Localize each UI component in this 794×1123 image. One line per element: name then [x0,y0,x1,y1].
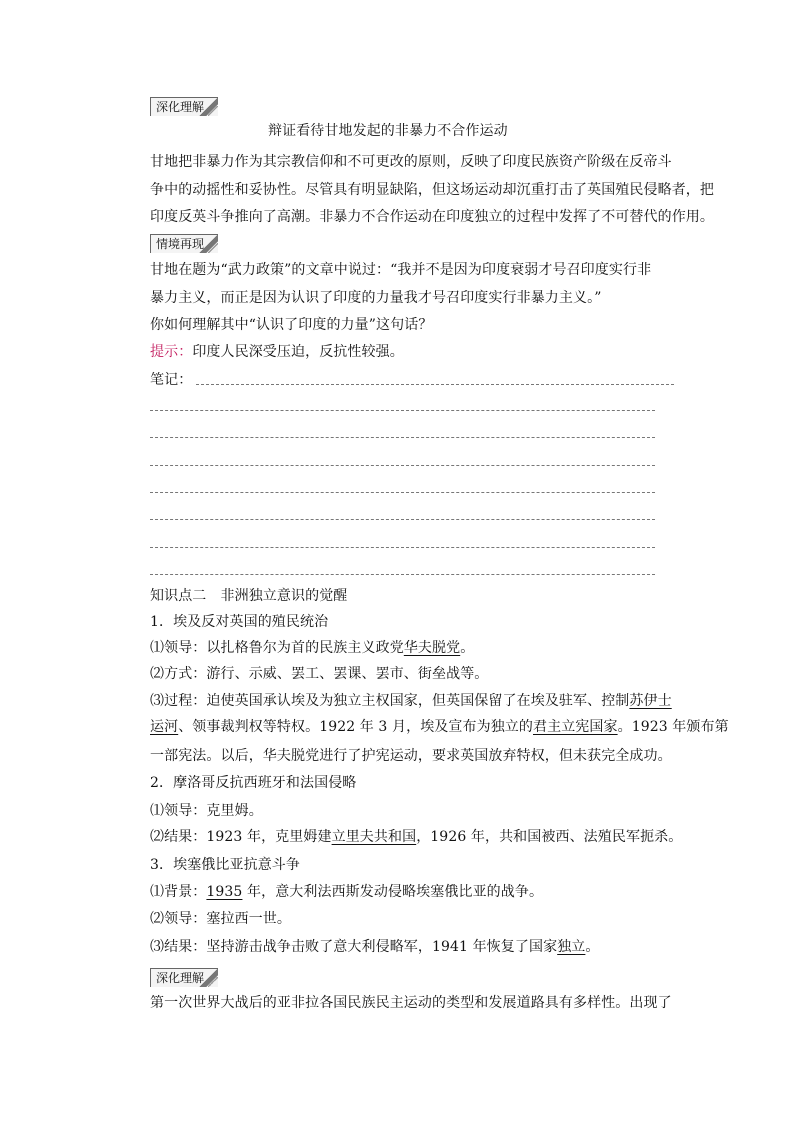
list-item [150,882,680,902]
text: ⑶过程：迫使英国承认埃及为独立主权国家，但英国保留了在埃及驻军、控制 [150,693,630,709]
notes-line[interactable] [150,547,655,548]
notes-line[interactable] [150,437,655,438]
notes-line[interactable] [150,410,655,411]
list-item: ⑴领导：克里姆。 [150,803,263,819]
hint-text: 印度人民深受压迫，反抗性较强。 [192,344,404,360]
paragraph-line: 甘地把非暴力作为其宗教信仰和不可更改的原则，反映了印度民族资产阶级在反帝斗 [150,154,672,170]
list-item-continued: 一部宪法。以后，华夫脱党进行了护宪运动，要求英国放弃特权，但未获完全成功。 [150,748,672,764]
hint-line [150,342,680,362]
text: 。 [460,640,475,656]
text: 、领事裁判权等特权。1922 年 3 月，埃及宣布为独立的 [178,719,533,735]
text: 。 [585,939,600,955]
paragraph-line: 甘地在题为“武力政策”的文章中说过：“我并不是因为印度衰弱才号召印度实行非 [150,262,652,278]
question-text: 你如何理解其中“认识了印度的力量”这句话？ [150,317,433,333]
notes-line[interactable] [150,465,655,466]
notes-line[interactable] [150,492,655,493]
section-tag-deepen: 深化理解 [150,97,218,116]
notes-line[interactable] [150,574,655,575]
underlined-answer: 1935 [206,884,243,900]
underlined-answer: 君主立宪国家 [533,719,618,735]
notes-line[interactable] [196,384,674,385]
underlined-answer: 立里夫共和国 [331,829,417,845]
section-title: 辩证看待甘地发起的非暴力不合作运动 [268,123,508,139]
section-tag-deepen: 深化理解 [150,968,218,987]
notes-line[interactable] [150,519,655,520]
list-item [150,827,683,847]
text: ⑴领导：以扎格鲁尔为首的民族主义政党 [150,640,404,656]
underlined-answer: 运河 [150,719,179,735]
list-item: ⑵领导：塞拉西一世。 [150,911,291,927]
list-item [150,691,680,711]
text: 。1923 年颁布第 [617,719,729,735]
hint-label: 提示： [150,344,193,360]
list-item-continued [150,717,729,737]
paragraph-line: 争中的动摇性和妥协性。尽管具有明显缺陷，但这场运动却沉重打击了英国殖民侵略者，把 [150,182,714,198]
subsection-heading: 1．埃及反对英国的殖民统治 [150,614,329,630]
subsection-heading: 3．埃塞俄比亚抗意斗争 [150,857,301,873]
text: ，1926 年，共和国被西、法殖民军扼杀。 [416,829,683,845]
paragraph-line: 印度反英斗争推向了高潮。非暴力不合作运动在印度独立的过程中发挥了不可替代的作用。 [150,209,714,225]
text: 年，意大利法西斯发动侵略埃塞俄比亚的战争。 [242,884,544,900]
text: ⑴背景： [150,884,207,900]
notes-label: 笔记： [150,372,193,388]
knowledge-point-title: 知识点二 非洲独立意识的觉醒 [150,588,348,604]
underlined-answer: 独立 [557,939,586,955]
list-item: ⑵方式：游行、示威、罢工、罢课、罢市、街垒战等。 [150,666,489,682]
list-item [150,638,680,658]
underlined-answer: 华夫脱党 [403,640,461,656]
paragraph-line: 第一次世界大战后的亚非拉各国民族民主运动的类型和发展道路具有多样性。出现了 [150,995,672,1011]
subsection-heading: 2．摩洛哥反抗西班牙和法国侵略 [150,775,357,791]
underlined-answer: 苏伊士 [629,693,672,709]
section-tag-scene: 情境再现 [150,234,218,253]
list-item [150,937,680,957]
text: ⑶结果：坚持游击战争击败了意大利侵略军，1941 年恢复了国家 [150,939,558,955]
paragraph-line: 暴力主义，而正是因为认识了印度的力量我才号召印度实行非暴力主义。” [150,290,602,306]
text: ⑵结果：1923 年，克里姆建 [150,829,332,845]
